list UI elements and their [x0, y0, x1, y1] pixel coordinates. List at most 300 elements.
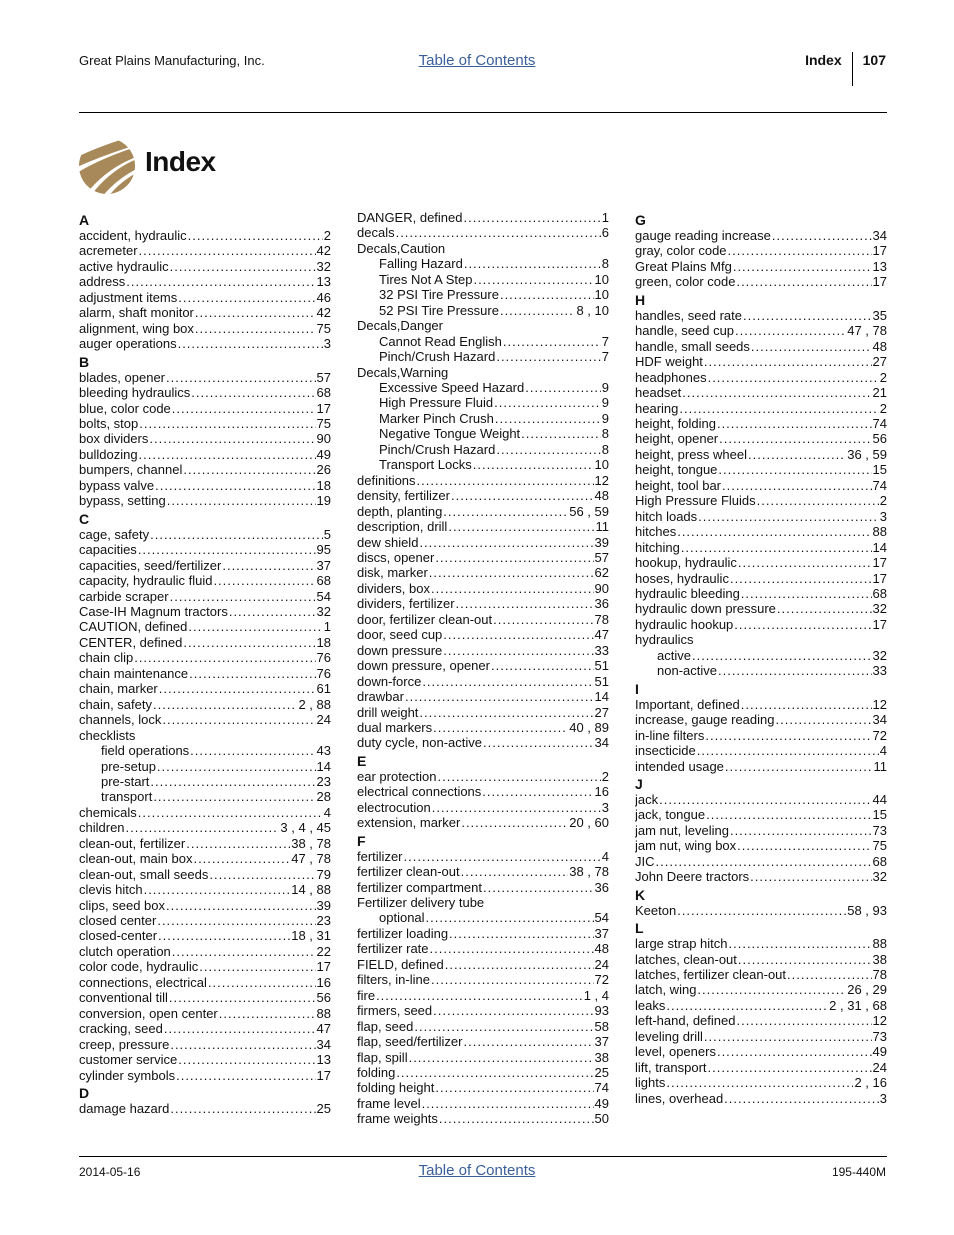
index-group-heading: Decals,Warning — [357, 364, 449, 380]
entry-term: lines, overhead — [635, 1090, 724, 1106]
dot-leader — [126, 820, 280, 835]
dot-leader — [500, 303, 576, 318]
dot-leader — [725, 759, 873, 774]
index-letter-heading: E — [357, 752, 367, 769]
entry-term: bolts, stop — [79, 415, 139, 431]
dot-leader — [491, 658, 594, 673]
entry-term: bleeding hydraulics — [79, 385, 191, 401]
index-entry — [635, 1091, 887, 1106]
entry-term: closed-center — [79, 928, 158, 944]
index-entry — [79, 370, 331, 385]
header-page-info — [805, 52, 886, 86]
entry-page-refs[interactable]: 11 — [873, 758, 887, 774]
entry-page-refs[interactable]: 73 — [872, 822, 887, 838]
entry-page-refs[interactable]: 4 — [601, 848, 609, 864]
entry-page-refs[interactable]: 18 , 31 — [291, 928, 331, 944]
entry-term: capacities, seed/fertilizer — [79, 557, 222, 573]
entry-page-refs[interactable]: 68 — [872, 585, 887, 601]
entry-page-refs[interactable]: 17 — [316, 1067, 331, 1083]
entry-term: dew shield — [357, 534, 419, 550]
entry-page-refs[interactable]: 17 — [872, 570, 887, 586]
index-entry — [79, 321, 331, 336]
entry-page-refs[interactable]: 17 — [316, 959, 331, 975]
entry-page-refs[interactable]: 68 — [316, 573, 331, 589]
entry-term: insecticide — [635, 743, 696, 759]
entry-page-refs[interactable]: 4 — [323, 804, 331, 820]
entry-page-refs[interactable]: 8 , 10 — [576, 302, 609, 318]
entry-term: clevis hitch — [79, 882, 143, 898]
entry-page-refs[interactable]: 90 — [594, 580, 609, 596]
entry-page-refs[interactable]: 17 — [872, 243, 887, 259]
entry-page-refs[interactable]: 39 — [316, 897, 331, 913]
entry-page-refs[interactable]: 14 — [316, 758, 331, 774]
dot-leader — [433, 1003, 593, 1018]
entry-page-refs[interactable]: 48 — [594, 488, 609, 504]
dot-leader — [172, 944, 316, 959]
entry-term: High Pressure Fluid — [379, 395, 494, 411]
entry-page-refs[interactable]: 23 — [316, 913, 331, 929]
entry-page-refs[interactable]: 47 — [594, 627, 609, 643]
entry-page-refs[interactable]: 2 — [879, 493, 887, 509]
entry-term: headphones — [635, 369, 707, 385]
entry-page-refs[interactable]: 43 — [316, 743, 331, 759]
entry-page-refs[interactable]: 54 — [316, 588, 331, 604]
entry-term: fire — [357, 987, 376, 1003]
entry-page-refs[interactable]: 40 , 89 — [569, 719, 609, 735]
entry-page-refs[interactable]: 48 — [872, 338, 887, 354]
entry-page-refs[interactable]: 57 — [594, 549, 609, 565]
entry-page-refs[interactable]: 56 — [316, 990, 331, 1006]
entry-term: carbide scraper — [79, 588, 169, 604]
entry-page-refs[interactable]: 21 — [872, 385, 887, 401]
entry-page-refs[interactable]: 17 — [872, 616, 887, 632]
entry-page-refs[interactable]: 3 , 4 , 45 — [280, 820, 331, 836]
entry-term: dual markers — [357, 719, 433, 735]
dot-leader — [748, 447, 846, 462]
entry-page-refs[interactable]: 2 , 88 — [298, 696, 331, 712]
entry-page-refs[interactable]: 12 — [872, 1013, 887, 1029]
entry-page-refs[interactable]: 38 — [594, 1049, 609, 1065]
entry-page-refs[interactable]: 12 — [872, 696, 887, 712]
entry-term: height, opener — [635, 431, 719, 447]
entry-page-refs[interactable]: 1 — [601, 210, 609, 225]
entry-page-refs[interactable]: 7 — [601, 349, 609, 365]
entry-page-refs[interactable]: 13 — [316, 274, 331, 290]
index-entry — [635, 524, 887, 539]
toc-link-top[interactable]: Table of Contents — [418, 52, 536, 69]
entry-page-refs[interactable]: 44 — [872, 791, 887, 807]
entry-term: height, folding — [635, 415, 716, 431]
entry-page-refs[interactable]: 17 — [316, 400, 331, 416]
dot-leader — [172, 401, 316, 416]
entry-term: chain, marker — [79, 681, 158, 697]
entry-page-refs[interactable]: 49 — [316, 446, 331, 462]
index-subentry — [357, 349, 609, 364]
index-entry — [79, 604, 331, 619]
entry-term: Pinch/Crush Hazard — [379, 441, 496, 457]
dot-leader — [738, 555, 872, 570]
dot-leader — [376, 988, 583, 1003]
entry-page-refs[interactable]: 16 — [316, 974, 331, 990]
entry-page-refs[interactable]: 48 — [594, 941, 609, 957]
entry-page-refs[interactable]: 79 — [316, 866, 331, 882]
dot-leader — [219, 1006, 316, 1021]
entry-page-refs[interactable]: 17 — [872, 274, 887, 290]
entry-page-refs[interactable]: 34 — [872, 228, 887, 243]
index-entry — [357, 769, 609, 784]
index-group-heading: Fertilizer delivery tube — [357, 895, 485, 911]
entry-term: fertilizer rate — [357, 941, 429, 957]
dot-leader — [193, 851, 290, 866]
entry-page-refs[interactable]: 6 — [601, 225, 609, 241]
dot-leader — [208, 975, 316, 990]
entry-page-refs[interactable]: 68 — [316, 385, 331, 401]
entry-term: ear protection — [357, 768, 437, 784]
entry-term: headset — [635, 385, 682, 401]
entry-page-refs[interactable]: 9 — [601, 379, 609, 395]
entry-page-refs[interactable]: 16 — [594, 784, 609, 800]
entry-page-refs[interactable]: 49 — [594, 1095, 609, 1111]
entry-term: auger operations — [79, 336, 177, 352]
entry-page-refs[interactable]: 36 — [594, 596, 609, 612]
entry-term: chain, safety — [79, 696, 152, 712]
entry-term: accident, hydraulic — [79, 228, 187, 243]
entry-page-refs[interactable]: 13 — [316, 1052, 331, 1068]
entry-term: hitches — [635, 524, 677, 540]
entry-page-refs[interactable]: 56 — [872, 431, 887, 447]
entry-page-refs[interactable]: 72 — [872, 727, 887, 743]
entry-page-refs[interactable]: 24 — [316, 712, 331, 728]
entry-page-refs[interactable]: 68 — [872, 853, 887, 869]
entry-page-refs[interactable]: 17 — [872, 555, 887, 571]
entry-page-refs[interactable]: 27 — [872, 354, 887, 370]
entry-page-refs[interactable]: 9 — [601, 395, 609, 411]
entry-page-refs[interactable]: 34 — [316, 1036, 331, 1052]
entry-page-refs[interactable]: 38 , 78 — [569, 864, 609, 880]
index-entry — [79, 462, 331, 477]
entry-page-refs[interactable]: 22 — [316, 943, 331, 959]
entry-term: capacities — [79, 542, 137, 558]
dot-leader — [178, 336, 323, 351]
entry-term: jack, tongue — [635, 807, 706, 823]
entry-page-refs[interactable]: 37 — [316, 557, 331, 573]
entry-page-refs[interactable]: 26 — [316, 462, 331, 478]
entry-page-refs[interactable]: 35 — [872, 307, 887, 323]
entry-page-refs[interactable]: 36 , 59 — [847, 446, 887, 462]
dot-leader — [743, 308, 872, 323]
entry-page-refs[interactable]: 74 — [872, 477, 887, 493]
dot-leader — [697, 982, 846, 997]
entry-page-refs[interactable]: 33 — [594, 642, 609, 658]
entry-term: hydraulic bleeding — [635, 585, 740, 601]
entry-page-refs[interactable]: 13 — [872, 258, 887, 274]
index-subentry — [635, 648, 887, 663]
entry-page-refs[interactable]: 88 — [872, 524, 887, 540]
entry-page-refs[interactable]: 26 , 29 — [847, 982, 887, 998]
entry-page-refs[interactable]: 1 , 4 — [583, 987, 609, 1003]
entry-page-refs[interactable]: 11 — [595, 519, 609, 535]
entry-term: conventional till — [79, 990, 168, 1006]
entry-term: down pressure, opener — [357, 658, 490, 674]
index-column-1 — [79, 210, 331, 1116]
dot-leader — [157, 759, 316, 774]
dot-leader — [170, 259, 316, 274]
entry-page-refs[interactable]: 51 — [594, 673, 609, 689]
entry-term: bulldozing — [79, 446, 138, 462]
entry-page-refs[interactable]: 57 — [316, 369, 331, 385]
entry-page-refs[interactable]: 24 — [872, 1059, 887, 1075]
index-entry — [635, 1044, 887, 1059]
entry-page-refs[interactable]: 58 — [594, 1018, 609, 1034]
entry-page-refs[interactable]: 15 — [872, 807, 887, 823]
entry-page-refs[interactable]: 50 — [594, 1111, 609, 1127]
entry-page-refs[interactable]: 49 — [872, 1044, 887, 1060]
entry-term: in-line filters — [635, 727, 705, 743]
index-entry — [635, 509, 887, 524]
dot-leader — [430, 941, 594, 956]
entry-page-refs[interactable]: 51 — [594, 658, 609, 674]
dot-leader — [419, 705, 593, 720]
entry-term: definitions — [357, 472, 416, 488]
entry-page-refs[interactable]: 72 — [594, 972, 609, 988]
entry-page-refs[interactable]: 8 — [601, 256, 609, 272]
dot-leader — [483, 880, 594, 895]
entry-page-refs[interactable]: 62 — [594, 565, 609, 581]
entry-term: folding — [357, 1065, 396, 1081]
entry-term: density, fertilizer — [357, 488, 450, 504]
index-entry — [635, 431, 887, 446]
dot-leader — [734, 617, 871, 632]
entry-term: duty cycle, non-active — [357, 735, 483, 751]
dot-leader — [681, 540, 872, 555]
dot-leader — [195, 321, 316, 336]
entry-term: gauge reading increase — [635, 228, 771, 243]
index-entry — [79, 712, 331, 727]
entry-term: optional — [379, 910, 425, 926]
entry-page-refs[interactable]: 3 — [879, 508, 887, 524]
dot-leader — [736, 1013, 871, 1028]
entry-page-refs[interactable]: 76 — [316, 650, 331, 666]
dot-leader — [728, 243, 872, 258]
dot-leader — [451, 488, 594, 503]
index-entry — [79, 851, 331, 866]
entry-page-refs[interactable]: 37 — [594, 925, 609, 941]
index-entry — [635, 807, 887, 822]
index-entry — [357, 864, 609, 879]
index-subentry — [357, 426, 609, 441]
entry-page-refs[interactable]: 10 — [594, 271, 609, 287]
entry-page-refs[interactable]: 75 — [872, 838, 887, 854]
entry-page-refs[interactable]: 14 — [594, 689, 609, 705]
entry-page-refs[interactable]: 10 — [594, 457, 609, 473]
entry-page-refs[interactable]: 75 — [316, 320, 331, 336]
entry-page-refs[interactable]: 37 — [594, 1034, 609, 1050]
entry-page-refs[interactable]: 32 — [316, 258, 331, 274]
entry-page-refs[interactable]: 61 — [316, 681, 331, 697]
entry-page-refs[interactable]: 74 — [594, 1080, 609, 1096]
entry-page-refs[interactable]: 38 , 78 — [291, 835, 331, 851]
entry-page-refs[interactable]: 27 — [594, 704, 609, 720]
dot-leader — [169, 990, 316, 1005]
entry-page-refs[interactable]: 8 — [601, 441, 609, 457]
dot-leader — [422, 674, 593, 689]
entry-page-refs[interactable]: 73 — [872, 1028, 887, 1044]
entry-page-refs[interactable]: 18 — [316, 634, 331, 650]
entry-page-refs[interactable]: 78 — [872, 967, 887, 983]
entry-page-refs[interactable]: 76 — [316, 665, 331, 681]
dot-leader — [170, 589, 316, 604]
entry-page-refs[interactable]: 90 — [316, 431, 331, 447]
entry-term: down-force — [357, 673, 422, 689]
entry-page-refs[interactable]: 56 , 59 — [569, 503, 609, 519]
index-subentry — [357, 411, 609, 426]
entry-page-refs[interactable]: 1 — [323, 619, 331, 635]
entry-page-refs[interactable]: 5 — [323, 526, 331, 542]
entry-page-refs[interactable]: 95 — [316, 542, 331, 558]
entry-page-refs[interactable]: 33 — [872, 663, 887, 679]
index-entry — [357, 1003, 609, 1018]
dot-leader — [134, 650, 315, 665]
entry-page-refs[interactable]: 32 — [316, 603, 331, 619]
entry-page-refs[interactable]: 34 — [594, 735, 609, 751]
dot-leader — [422, 1096, 594, 1111]
index-entry — [357, 735, 609, 750]
footer-doc-number: 195-440M — [831, 1165, 886, 1179]
index-subentry — [357, 287, 609, 302]
entry-page-refs[interactable]: 3 — [323, 336, 331, 352]
entry-page-refs[interactable]: 42 — [316, 305, 331, 321]
entry-term: latches, fertilizer clean-out — [635, 967, 787, 983]
entry-page-refs[interactable]: 3 — [601, 799, 609, 815]
entry-page-refs[interactable]: 2 , 16 — [854, 1075, 887, 1091]
entry-page-refs[interactable]: 93 — [594, 1003, 609, 1019]
dot-leader — [473, 272, 593, 287]
entry-page-refs[interactable]: 18 — [316, 477, 331, 493]
index-entry — [635, 936, 887, 951]
entry-term: hoses, hydraulic — [635, 570, 729, 586]
entry-page-refs[interactable]: 4 — [879, 743, 887, 759]
entry-page-refs[interactable]: 75 — [316, 415, 331, 431]
index-entry — [79, 1101, 331, 1116]
dot-leader — [656, 854, 872, 869]
entry-page-refs[interactable]: 38 — [872, 951, 887, 967]
entry-page-refs[interactable]: 10 — [594, 287, 609, 303]
entry-page-refs[interactable]: 39 — [594, 534, 609, 550]
entry-page-refs[interactable]: 36 — [594, 879, 609, 895]
entry-page-refs[interactable]: 32 — [872, 869, 887, 885]
entry-page-refs[interactable]: 14 — [872, 539, 887, 555]
entry-term: Case-IH Magnum tractors — [79, 603, 228, 619]
index-entry — [357, 941, 609, 956]
entry-page-refs[interactable]: 88 — [872, 936, 887, 952]
index-entry — [357, 1019, 609, 1034]
entry-page-refs[interactable]: 2 — [879, 369, 887, 385]
dot-leader — [176, 1068, 315, 1083]
toc-link-bottom[interactable]: Table of Contents — [418, 1162, 536, 1179]
entry-term: decals — [357, 225, 395, 241]
entry-term: drill weight — [357, 704, 419, 720]
entry-term: Falling Hazard — [379, 256, 463, 272]
entry-page-refs[interactable]: 78 — [594, 611, 609, 627]
entry-page-refs[interactable]: 2 — [879, 400, 887, 416]
index-entry — [635, 555, 887, 570]
entry-page-refs[interactable]: 28 — [316, 789, 331, 805]
dot-leader — [494, 395, 601, 410]
entry-page-refs[interactable]: 19 — [316, 493, 331, 509]
entry-page-refs[interactable]: 7 — [601, 333, 609, 349]
dot-leader — [719, 431, 871, 446]
entry-page-refs[interactable]: 58 , 93 — [847, 902, 887, 918]
entry-page-refs[interactable]: 32 — [872, 601, 887, 617]
entry-term: handle, seed cup — [635, 323, 735, 339]
entry-page-refs[interactable]: 25 — [594, 1065, 609, 1081]
entry-page-refs[interactable]: 54 — [594, 910, 609, 926]
entry-page-refs[interactable]: 88 — [316, 1005, 331, 1021]
entry-term: disk, marker — [357, 565, 428, 581]
entry-page-refs[interactable]: 47 , 78 — [847, 323, 887, 339]
entry-page-refs[interactable]: 47 — [316, 1021, 331, 1037]
entry-page-refs[interactable]: 9 — [601, 410, 609, 426]
dot-leader — [195, 305, 316, 320]
index-entry — [79, 305, 331, 320]
dot-leader — [435, 550, 593, 565]
entry-page-refs[interactable]: 32 — [872, 647, 887, 663]
entry-term: box dividers — [79, 431, 149, 447]
entry-page-refs[interactable]: 25 — [316, 1101, 331, 1117]
entry-page-refs[interactable]: 47 , 78 — [291, 851, 331, 867]
dot-leader — [677, 903, 846, 918]
index-entry — [635, 323, 887, 338]
entry-page-refs[interactable]: 2 — [601, 768, 609, 784]
index-column-2 — [357, 210, 609, 1127]
entry-term: lift, transport — [635, 1059, 707, 1075]
dot-leader — [705, 728, 871, 743]
entry-page-refs[interactable]: 34 — [872, 712, 887, 728]
entry-page-refs[interactable]: 20 , 60 — [569, 815, 609, 831]
entry-page-refs[interactable]: 2 , 31 , 68 — [829, 997, 887, 1013]
entry-page-refs[interactable]: 3 — [879, 1090, 887, 1106]
entry-term: door, seed cup — [357, 627, 443, 643]
index-entry — [79, 820, 331, 835]
entry-page-refs[interactable]: 14 , 88 — [291, 882, 331, 898]
dot-leader — [741, 586, 872, 601]
entry-term: channels, lock — [79, 712, 162, 728]
index-entry — [79, 650, 331, 665]
entry-term: jam nut, wing box — [635, 838, 737, 854]
dot-leader — [199, 959, 315, 974]
entry-page-refs[interactable]: 8 — [601, 426, 609, 442]
index-entry — [79, 959, 331, 974]
index-entry — [357, 849, 609, 864]
entry-page-refs[interactable]: 23 — [316, 773, 331, 789]
entry-page-refs[interactable]: 74 — [872, 415, 887, 431]
dot-leader — [666, 998, 828, 1013]
entry-page-refs[interactable]: 12 — [594, 472, 609, 488]
entry-page-refs[interactable]: 24 — [594, 956, 609, 972]
entry-term: height, tongue — [635, 462, 718, 478]
index-group-heading: checklists — [79, 727, 136, 743]
entry-page-refs[interactable]: 42 — [316, 243, 331, 259]
entry-term: clips, seed box — [79, 897, 165, 913]
dot-leader — [495, 411, 601, 426]
entry-page-refs[interactable]: 46 — [316, 289, 331, 305]
entry-page-refs[interactable]: 15 — [872, 462, 887, 478]
dot-leader — [186, 836, 290, 851]
index-entry — [635, 1060, 887, 1075]
entry-page-refs[interactable]: 2 — [323, 228, 331, 243]
dot-leader — [503, 334, 601, 349]
entry-term: blades, opener — [79, 369, 166, 385]
